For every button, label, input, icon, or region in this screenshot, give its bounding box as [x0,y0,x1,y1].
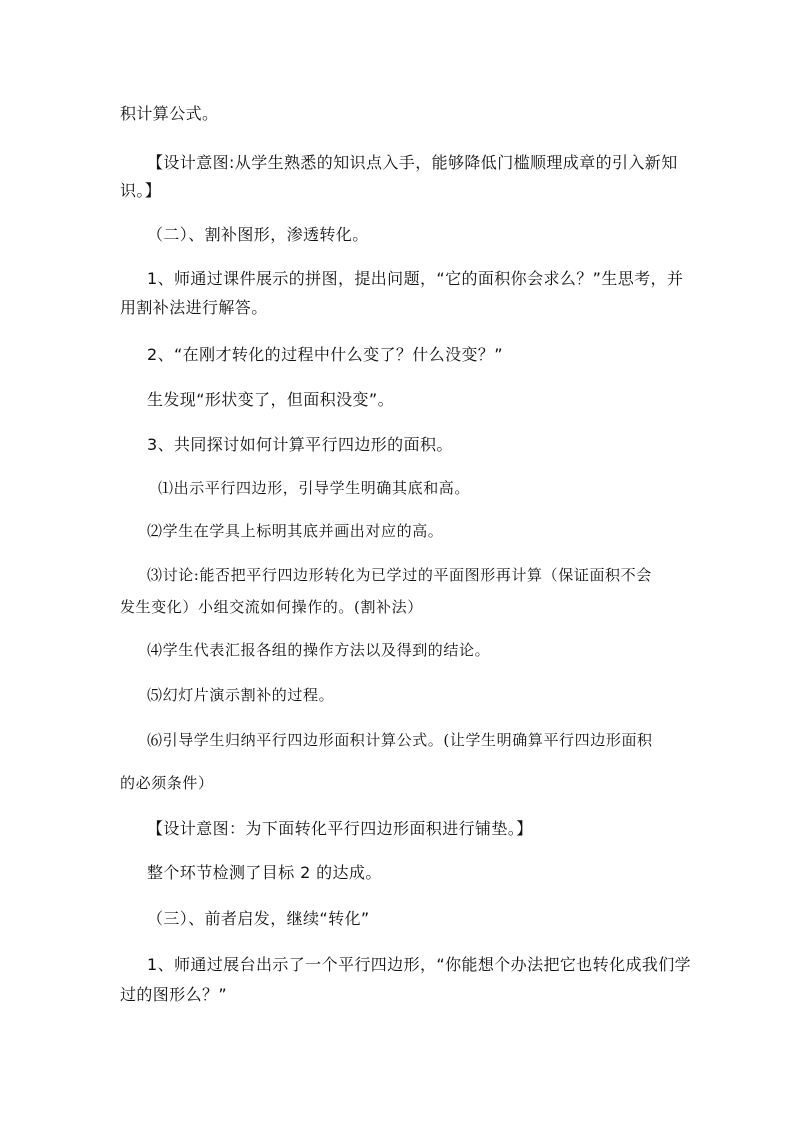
text-line: 用割补法进行解答。 [120,298,268,317]
text-line: ⑷学生代表汇报各组的操作方法以及得到的结论。 [147,641,491,659]
text-line: 1、师通过课件展示的拼图，提出问题，“它的面积你会求么？”生思考，并 [147,269,684,288]
text-line: 生发现“形状变了，但面积没变”。 [147,390,394,409]
section-heading: （三）、前者启发，继续“转化” [147,909,370,928]
text-line: 发生变化）小组交流如何操作的。(割补法） [120,598,423,616]
text-line: ⑶讨论:能否把平行四边形转化为已学过的平面图形再计算（保证面积不会 [147,566,652,584]
text-line: 整个环节检测了目标 2 的达成。 [147,863,382,882]
text-line: 【设计意图:从学生熟悉的知识点入手，能够降低门槛顺理成章的引入新知 [147,153,678,172]
text-line: 积计算公式。 [120,104,219,123]
text-line: 的必须条件） [120,774,214,792]
text-line: 3、共同探讨如何计算平行四边形的面积。 [147,435,453,454]
text-line: 1、师通过展台出示了一个平行四边形，“你能想个办法把它也转化成我们学 [147,955,692,974]
text-line: ⑹引导学生归纳平行四边形面积计算公式。(让学生明确算平行四边形面积 [147,731,653,749]
text-line: 2、“在刚才转化的过程中什么变了？什么没变？” [147,345,503,364]
text-line: ⑴出示平行四边形，引导学生明确其底和高。 [158,479,471,497]
text-line: ⑵学生在学具上标明其底并画出对应的高。 [147,522,444,540]
text-line: 识。】 [120,181,162,200]
section-heading: （二）、割补图形，渗透转化。 [147,225,369,244]
text-line: 【设计意图：为下面转化平行四边形面积进行铺垫。】 [147,819,533,838]
text-line: 过的图形么？” [120,985,228,1004]
text-line: ⑸幻灯片演示割补的过程。 [147,686,335,704]
